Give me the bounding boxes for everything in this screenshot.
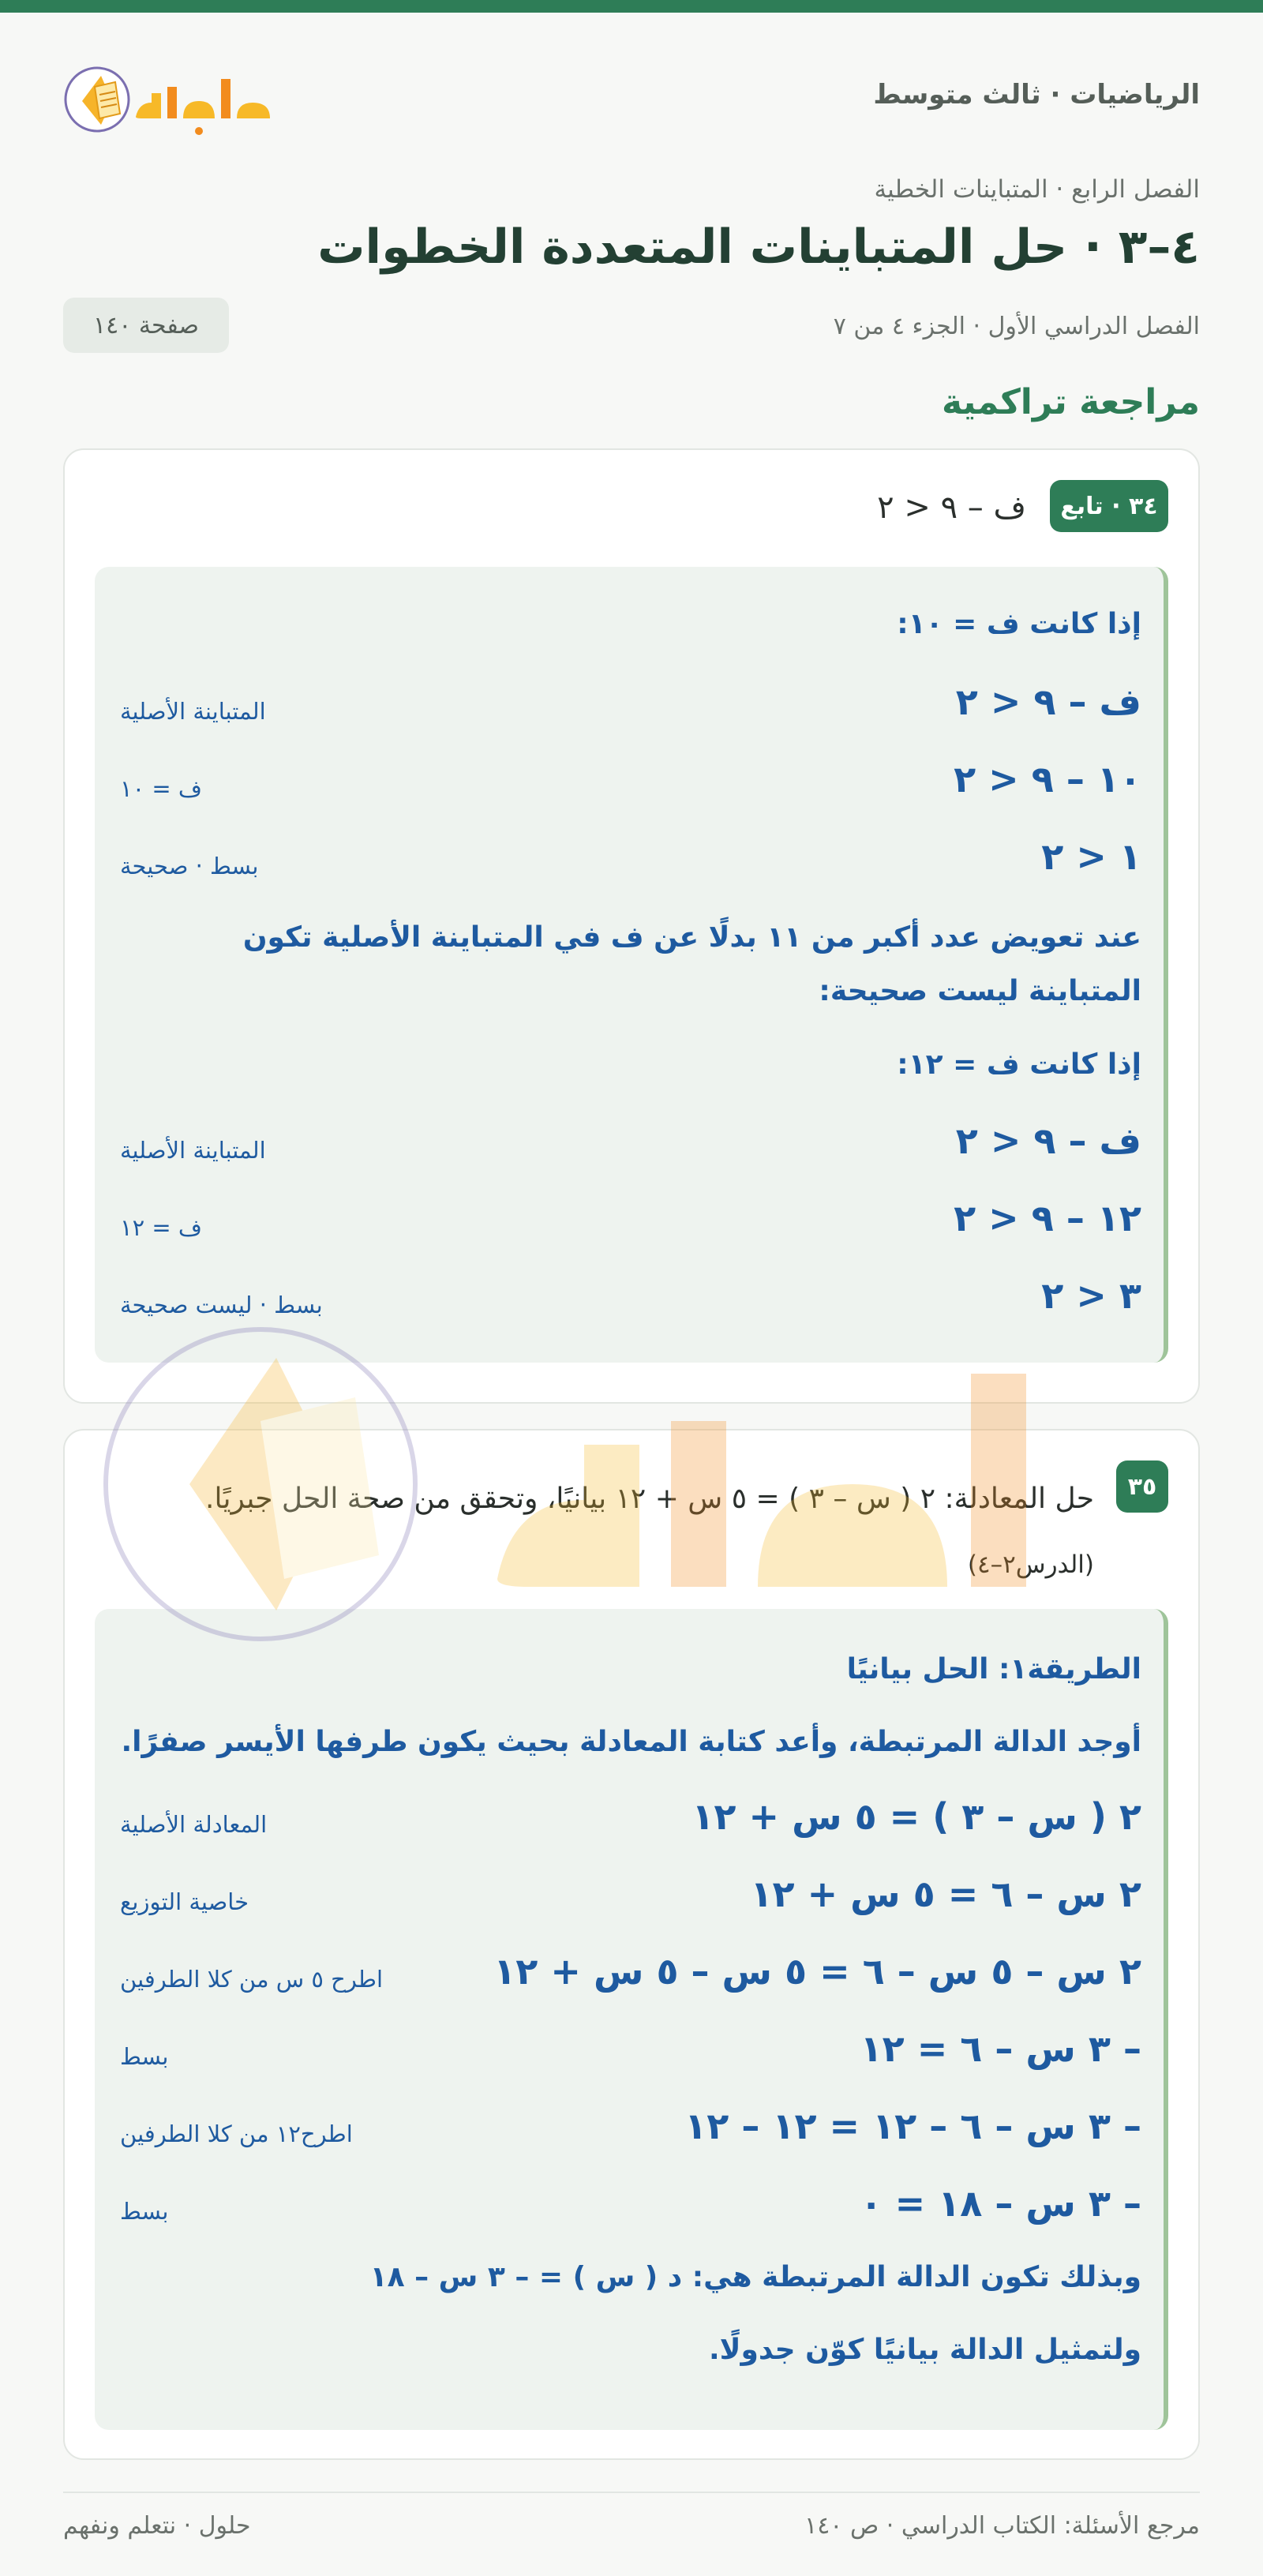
solution-explanation: عند تعويض عدد أكبر من ١١ بدلًا عن ف في المتباينة الأصلية تكون المتباينة ليست صحيحة: bbox=[242, 921, 1141, 1007]
solution-step: ولتمثيل الدالة بيانيًا كوّن جدولًا. bbox=[708, 2334, 1141, 2366]
question-card-34 bbox=[63, 448, 1200, 1404]
footer-tagline: حلول · نتعلم ونفهم bbox=[63, 2512, 251, 2540]
step-note: ف = ١٠ bbox=[120, 775, 202, 802]
footer-divider bbox=[63, 2492, 1200, 2493]
page-header bbox=[63, 55, 1200, 142]
solution-box bbox=[95, 567, 1168, 1363]
lesson-reference: (الدرس٢–٤) bbox=[967, 1550, 1094, 1579]
section-heading: مراجعة تراكمية bbox=[942, 382, 1200, 422]
solution-equation: ١٢ – ٩ < ٢ bbox=[954, 1197, 1141, 1239]
hulul-logo[interactable] bbox=[63, 55, 292, 142]
step-note: بسط · صحيحة bbox=[120, 853, 259, 879]
footer-reference: مرجع الأسئلة: الكتاب الدراسي · ص ١٤٠ bbox=[804, 2512, 1200, 2540]
step-note: بسط bbox=[120, 2043, 169, 2070]
step-note: المتباينة الأصلية bbox=[120, 698, 266, 725]
solution-equation: – ٣ س – ١٨ = ٠ bbox=[860, 2182, 1141, 2225]
step-note: اطرح١٢ من كلا الطرفين bbox=[120, 2120, 353, 2147]
lesson-title: ٤–٣ · حل المتباينات المتعددة الخطوات bbox=[317, 219, 1200, 275]
step-note: خاصية التوزيع bbox=[120, 1888, 249, 1915]
step-note: المتباينة الأصلية bbox=[120, 1137, 266, 1164]
solution-equation: – ٣ س – ٦ = ١٢ bbox=[860, 2027, 1141, 2070]
step-note: ف = ١٢ bbox=[120, 1214, 202, 1241]
solution-equation: ٢ ( س – ٣ ) = ٥ س + ١٢ bbox=[691, 1795, 1141, 1838]
step-note: المعادلة الأصلية bbox=[120, 1811, 268, 1838]
solution-step: إذا كانت ف = ١٢: bbox=[897, 1048, 1141, 1081]
step-note: بسط bbox=[120, 2198, 169, 2225]
solution-equation: ١٠ – ٩ < ٢ bbox=[954, 758, 1141, 801]
solution-equation: ف – ٩ < ٢ bbox=[955, 681, 1141, 723]
question-number-badge: ٣٤ · تابع bbox=[1050, 480, 1168, 532]
question-text: حل المعادلة: ٢ ( س – ٣ ) = ٥ س + ١٢ بيانيًا، وتحقق من صحة الحل جبريًا. bbox=[205, 1483, 1094, 1515]
solution-equation: – ٣ س – ٦ – ١٢ = ١٢ – ١٢ bbox=[684, 2105, 1141, 2147]
related-function-statement: وبذلك تكون الدالة المرتبطة هي: د ( س ) = – ٣ س – ١٨ bbox=[369, 2261, 1141, 2293]
question-prompt bbox=[99, 1467, 1094, 1597]
question-prompt: ف – ٩ < ٢ bbox=[877, 489, 1026, 526]
question-number-badge: ٣٥ bbox=[1116, 1460, 1168, 1513]
solution-step: إذا كانت ف = ١٠: bbox=[897, 608, 1141, 640]
solution-equation: ٢ س – ٥ س – ٦ = ٥ س – ٥ س + ١٢ bbox=[493, 1950, 1141, 1993]
solution-method-heading: الطريقة١: الحل بيانيًا bbox=[846, 1653, 1141, 1685]
question-card-35 bbox=[63, 1429, 1200, 2460]
step-note: اطرح ٥ س من كلا الطرفين bbox=[120, 1966, 384, 1993]
chapter-label: الفصل الرابع · المتباينات الخطية bbox=[874, 175, 1200, 204]
solution-equation: ٢ س – ٦ = ٥ س + ١٢ bbox=[750, 1873, 1141, 1915]
semester-label: الفصل الدراسي الأول · الجزء ٤ من ٧ bbox=[833, 313, 1200, 340]
solution-equation: ف – ٩ < ٢ bbox=[955, 1119, 1141, 1162]
solution-equation: ١ < ٢ bbox=[1041, 835, 1141, 878]
course-label: الرياضيات · ثالث متوسط bbox=[873, 79, 1200, 111]
solution-equation: ٣ < ٢ bbox=[1041, 1274, 1141, 1317]
page-number-badge: صفحة ١٤٠ bbox=[63, 298, 229, 353]
solution-step: أوجد الدالة المرتبطة، وأعد كتابة المعادلة بحيث يكون طرفها الأيسر صفرًا. bbox=[121, 1726, 1141, 1758]
solution-box bbox=[95, 1609, 1168, 2430]
step-note: بسط · ليست صحيحة bbox=[120, 1292, 323, 1318]
top-accent-bar bbox=[0, 0, 1263, 13]
